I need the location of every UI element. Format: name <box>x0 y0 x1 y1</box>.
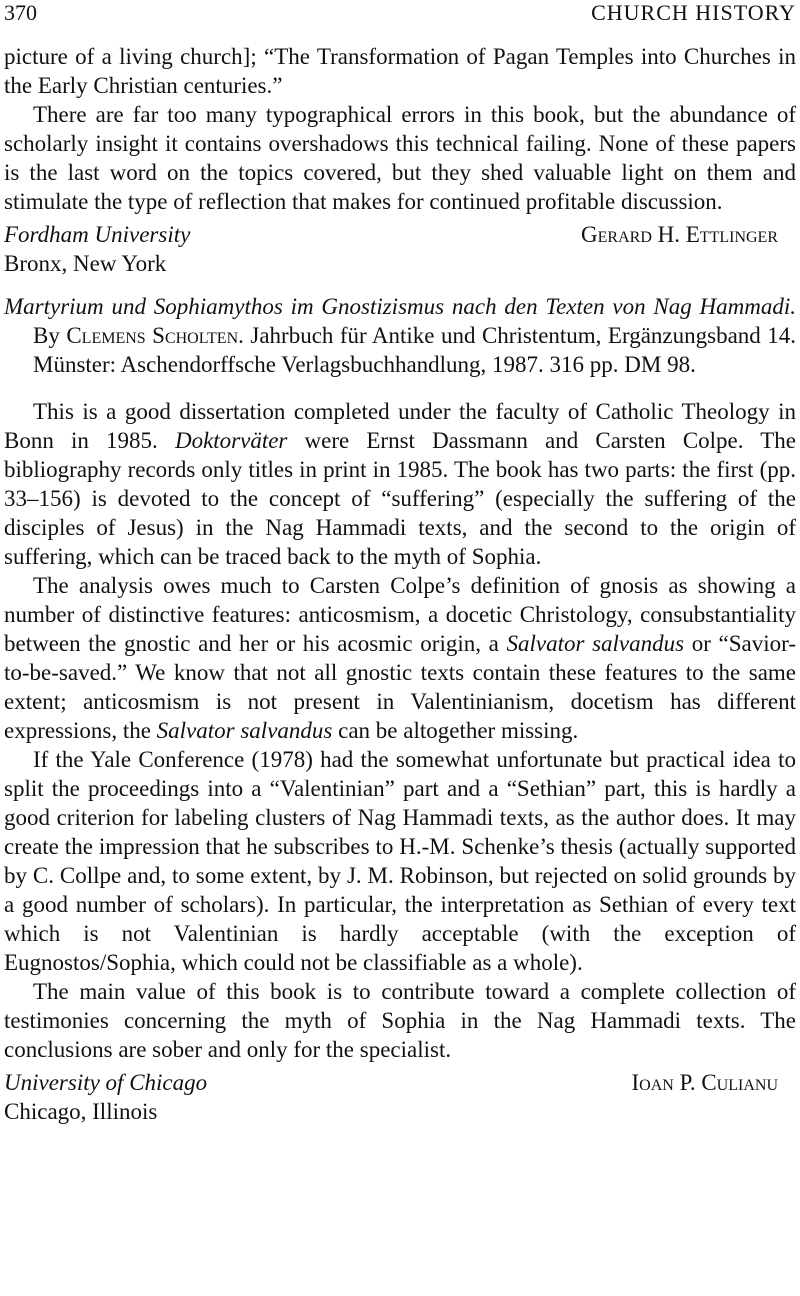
book-details: Jahrbuch für Antike und Christentum, Ergänzungsband 14. Münster: Aschendorffsche Verlagsbuchhandlung, 1987. 316 pp. DM 98. <box>33 323 797 377</box>
reviewer-institution: University of Chicago <box>4 1070 208 1095</box>
running-header <box>4 0 796 26</box>
reviewer-name: Ioan P. Culianu <box>631 1070 778 1095</box>
review-p2-text-a: The analysis owes much to Carsten Colpe’s definition of gnosis as showing a number of distinctive features: anticosmism, a docetic Christology, consubstantiality between the gnostic and her or his acosmic origin, a <box>4 573 796 656</box>
prev-review-paragraph-1: picture of a living church]; “The Transformation of Pagan Temples into Churches in the Early Christian centuries.” <box>4 44 796 98</box>
prev-reviewer-city: Bronx, New York <box>4 251 167 276</box>
book-citation: Martyrium und Sophiamythos im Gnostizismus nach den Texten von Nag Hammadi. By Clemens Scholten. Jahrbuch für Antike und Christentum, Ergänzungsband 14. Münster: Aschendorffsche Verlagsbuchhandlung, 1987. 316 pp. DM 98. <box>4 294 797 377</box>
review-signature <box>4 1068 796 1097</box>
review-p2-text-c: can be altogether missing. <box>338 718 579 743</box>
prev-review-paragraph-2: There are far too many typographical errors in this book, but the abundance of scholarly insight it contains overshadows this technical failing. None of these papers is the last word on the topics covered, but they shed valuable light on them and stimulate the type of reflection that makes for continued profitable discussion. <box>4 102 796 214</box>
running-title: CHURCH HISTORY <box>591 0 796 25</box>
review-p2-text-b: or “Savior-to-be-saved.” We know that not all gnostic texts contain these features to the same extent; anticosmism is not present in Valentinianism, docetism has different expressions, the <box>4 631 796 743</box>
prev-review-signature <box>4 220 796 249</box>
page-body <box>4 42 796 1126</box>
review-p1-text-a: This is a good dissertation completed under the faculty of Catholic Theology in Bonn in 1985. <box>4 399 796 453</box>
review-p1-text-b: were Ernst Dassmann and Carsten Colpe. The bibliography records only titles in print in 1985. The book has two parts: the first (pp. 33–156) is devoted to the concept of “suffering” (especially the suffering of the disciples of Jesus) in the Nag Hammadi texts, and the second to the origin of suffering, which can be traced back to the myth of Sophia. <box>4 428 797 569</box>
page-number: 370 <box>4 0 37 25</box>
prev-reviewer-institution: Fordham University <box>4 222 191 247</box>
review-paragraph-3: If the Yale Conference (1978) had the somewhat unfortunate but practical idea to split the proceedings into a “Valentinian” part and a “Sethian” part, this is hardly a good criterion for labeling clusters of Nag Hammadi texts, as the author does. It may create the impression that he subscribes to H.-M. Schenke’s thesis (actually supported by C. Collpe and, to some extent, by J. M. Robinson, but rejected on solid grounds by a good number of scholars). In particular, the interpretation as Sethian of every text which is not Valentinian is hardly acceptable (with the exception of Eugnostos/Sophia, which could not be classifiable as a whole). <box>4 747 796 975</box>
review-paragraph-2 <box>4 571 796 745</box>
citation-by: By <box>33 323 60 348</box>
book-author: Clemens Scholten <box>66 323 239 348</box>
review-p2-emphasis-2: Salvator salvandus <box>156 718 333 743</box>
book-title: Martyrium und Sophiamythos im Gnostizismus nach den Texten von Nag Hammadi. <box>4 294 796 319</box>
review-p2-emphasis-1: Salvator salvandus <box>506 631 685 656</box>
prev-reviewer-name: Gerard H. Ettlinger <box>581 222 778 247</box>
review-paragraph-1 <box>4 397 796 571</box>
reviewer-city: Chicago, Illinois <box>4 1099 158 1124</box>
review-paragraph-4: The main value of this book is to contribute toward a complete collection of testimonies concerning the myth of Sophia in the Nag Hammadi texts. The conclusions are sober and only for the specialist. <box>4 979 796 1062</box>
review-p1-emphasis: Doktorväter <box>174 428 288 453</box>
